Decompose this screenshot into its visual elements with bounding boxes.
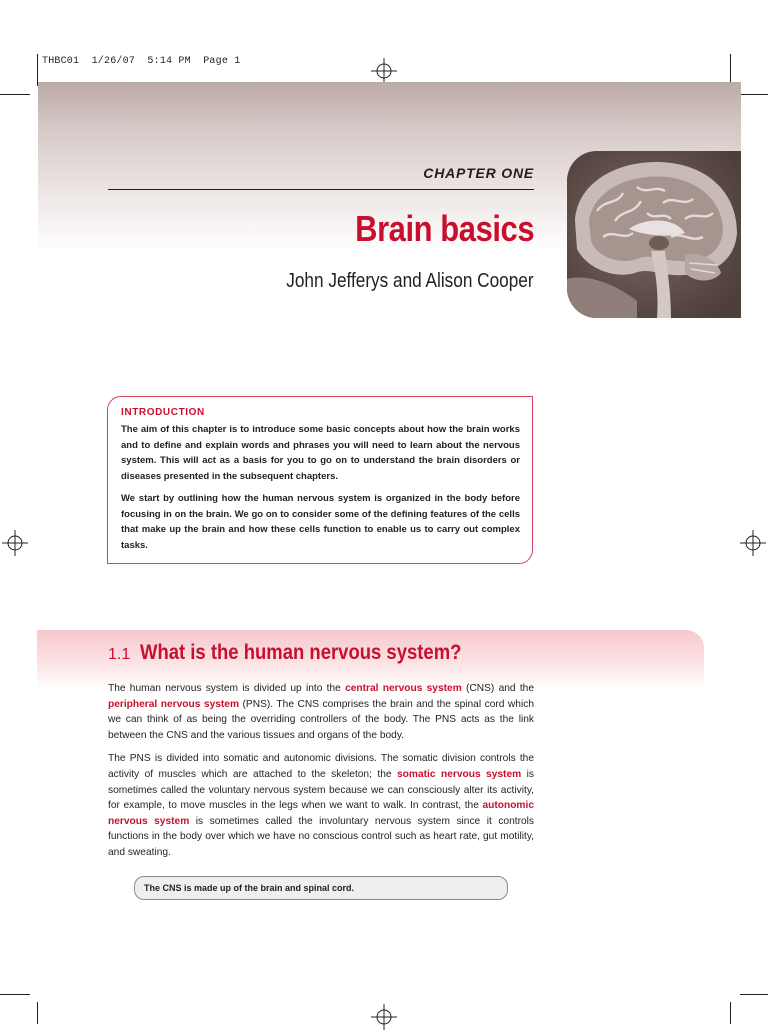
body-text-run: The PNS is divided into somatic and autonomic divisions. The somatic division controls the activity of muscles which are attached to the skeleton; the xyxy=(108,753,534,780)
introduction-paragraph: We start by outlining how the human nervous system is organized in the body before focusing in on the brain. We go on to consider some of the defining features of the cells that make up the brain and how these cells function to enable us to carry out complex tasks. xyxy=(121,493,520,551)
section-number: 1.1 xyxy=(108,646,131,663)
key-point-box: The CNS is made up of the brain and spinal cord. xyxy=(134,876,508,900)
chapter-title: Brain basics xyxy=(355,208,534,249)
crop-mark-bottom-left-v xyxy=(37,1002,38,1024)
brain-mri-image xyxy=(567,151,741,318)
keyword-autonomic-nervous-system: autonomic nervous system xyxy=(108,800,534,827)
keyword-somatic-nervous-system: somatic nervous system xyxy=(397,768,522,780)
section-body xyxy=(108,681,534,869)
registration-mark-left xyxy=(2,530,28,556)
chapter-rule xyxy=(108,189,534,190)
body-text-run: The human nervous system is divided up into the xyxy=(108,683,346,694)
section-heading xyxy=(108,641,506,665)
print-slug: THBC01 1/26/07 5:14 PM Page 1 xyxy=(42,56,241,67)
introduction-box xyxy=(107,396,533,564)
keyword-peripheral-nervous-system: peripheral nervous system xyxy=(108,698,240,710)
introduction-heading: INTRODUCTION xyxy=(121,407,205,418)
body-paragraph xyxy=(108,751,534,860)
crop-mark-bottom-right-h xyxy=(740,994,768,995)
registration-mark-top xyxy=(371,58,397,84)
body-text-run: is sometimes called the involuntary nervous system since it controls functions in the body over which we have no conscious control such as heart rate, gut motility, and sweating. xyxy=(108,815,534,858)
crop-mark-bottom-right-v xyxy=(730,1002,731,1024)
chapter-label: CHAPTER ONE xyxy=(423,165,534,181)
body-paragraph xyxy=(108,681,534,743)
chapter-authors: John Jefferys and Alison Cooper xyxy=(286,270,534,292)
body-text-run: (PNS). The CNS comprises the brain and the spinal cord which we can think of as being the overriding controllers of the body. The PNS acts as the link between the CNS and the various tissues and organs of the body. xyxy=(108,698,534,741)
section-title: What is the human nervous system? xyxy=(140,641,462,664)
keyword-central-nervous-system: central nervous system xyxy=(345,683,462,694)
crop-mark-top-right-h xyxy=(740,94,768,95)
registration-mark-right xyxy=(740,530,766,556)
body-text-run: is sometimes called the voluntary nervous system because we can consciously alter its activity, for example, to move muscles in the legs when we want to walk. In contrast, the xyxy=(108,768,535,812)
crop-mark-top-left-h xyxy=(0,94,30,95)
body-text-run: (CNS) and the xyxy=(461,683,534,694)
introduction-paragraph: The aim of this chapter is to introduce some basic concepts about how the brain works and to define and explain words and phrases you will need to learn about the nervous system. This will act as a basis for you to go on to understand the brain disorders or diseases presented in the subsequent chapters. xyxy=(121,424,520,482)
registration-mark-bottom xyxy=(371,1004,397,1030)
crop-mark-bottom-left-h xyxy=(0,994,30,995)
